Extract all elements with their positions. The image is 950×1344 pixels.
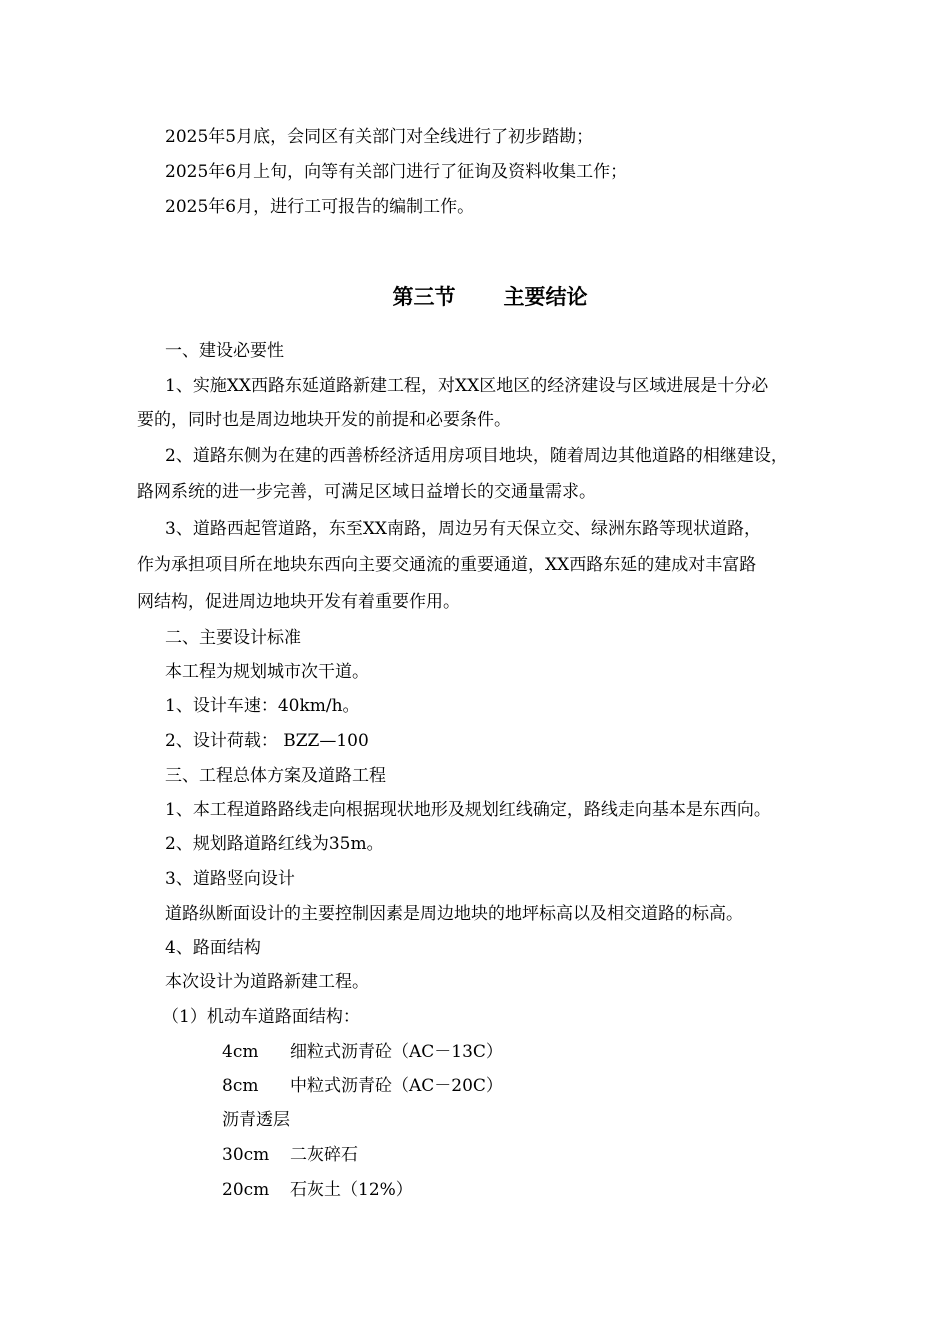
subsection-heading-design-standards: 二、主要设计标准 [165, 628, 301, 648]
route-direction: 1、本工程道路路线走向根据现状地形及规划红线确定，路线走向基本是东西向。 [165, 800, 771, 820]
layer-2-thickness: 8cm [222, 1076, 259, 1096]
design-load: 2、设计荷载： BZZ—100 [165, 731, 369, 751]
paragraph-1-line-1: 1、实施XX西路东延道路新建工程，对XX区地区的经济建设与区域进展是十分必 [165, 376, 769, 396]
section-heading [0, 283, 950, 311]
design-standard-intro: 本工程为规划城市次干道。 [165, 662, 369, 682]
design-speed: 1、设计车速：40km/h。 [165, 696, 360, 716]
paragraph-3-line-2: 作为承担项目所在地块东西向主要交通流的重要通道，XX西路东延的建成对丰富路 [137, 555, 757, 575]
timeline-item-2: 2025年6月上旬，向等有关部门进行了征询及资料收集工作； [165, 162, 628, 182]
pavement-structure-text: 本次设计为道路新建工程。 [165, 972, 369, 992]
pavement-structure-heading: 4、路面结构 [165, 938, 261, 958]
paragraph-3-line-3: 网结构，促进周边地块开发有着重要作用。 [137, 592, 460, 612]
subsection-heading-overall-plan: 三、工程总体方案及道路工程 [165, 766, 386, 786]
layer-4-material: 二灰碎石 [290, 1145, 358, 1165]
layer-5-material: 石灰土（12%） [290, 1180, 413, 1200]
red-line-width: 2、规划路道路红线为35m。 [165, 834, 384, 854]
paragraph-3-line-1: 3、道路西起管道路，东至XX南路，周边另有天保立交、绿洲东路等现状道路， [165, 519, 762, 539]
paragraph-2-line-1: 2、道路东侧为在建的西善桥经济适用房项目地块，随着周边其他道路的相继建设， [165, 446, 788, 466]
vertical-design-heading: 3、道路竖向设计 [165, 869, 295, 889]
paragraph-1-line-2: 要的，同时也是周边地块开发的前提和必要条件。 [137, 410, 511, 430]
layer-3-material: 沥青透层 [222, 1110, 290, 1130]
subsection-heading-necessity: 一、建设必要性 [165, 341, 284, 361]
paragraph-2-line-2: 路网系统的进一步完善，可满足区域日益增长的交通量需求。 [137, 482, 596, 502]
layer-1-material: 细粒式沥青砼（AC－13C） [290, 1042, 503, 1062]
layer-4-thickness: 30cm [222, 1145, 270, 1165]
section-number: 第三节 [392, 285, 456, 309]
section-title: 主要结论 [503, 285, 588, 309]
layer-5-thickness: 20cm [222, 1180, 270, 1200]
vertical-design-text: 道路纵断面设计的主要控制因素是周边地块的地坪标高以及相交道路的标高。 [165, 904, 743, 924]
timeline-item-1: 2025年5月底，会同区有关部门对全线进行了初步踏勘； [165, 127, 594, 147]
motorway-pavement-heading: （1）机动车道路面结构： [162, 1007, 360, 1027]
timeline-item-3: 2025年6月，进行工可报告的编制工作。 [165, 197, 475, 217]
layer-2-material: 中粒式沥青砼（AC－20C） [290, 1076, 503, 1096]
layer-1-thickness: 4cm [222, 1042, 259, 1062]
